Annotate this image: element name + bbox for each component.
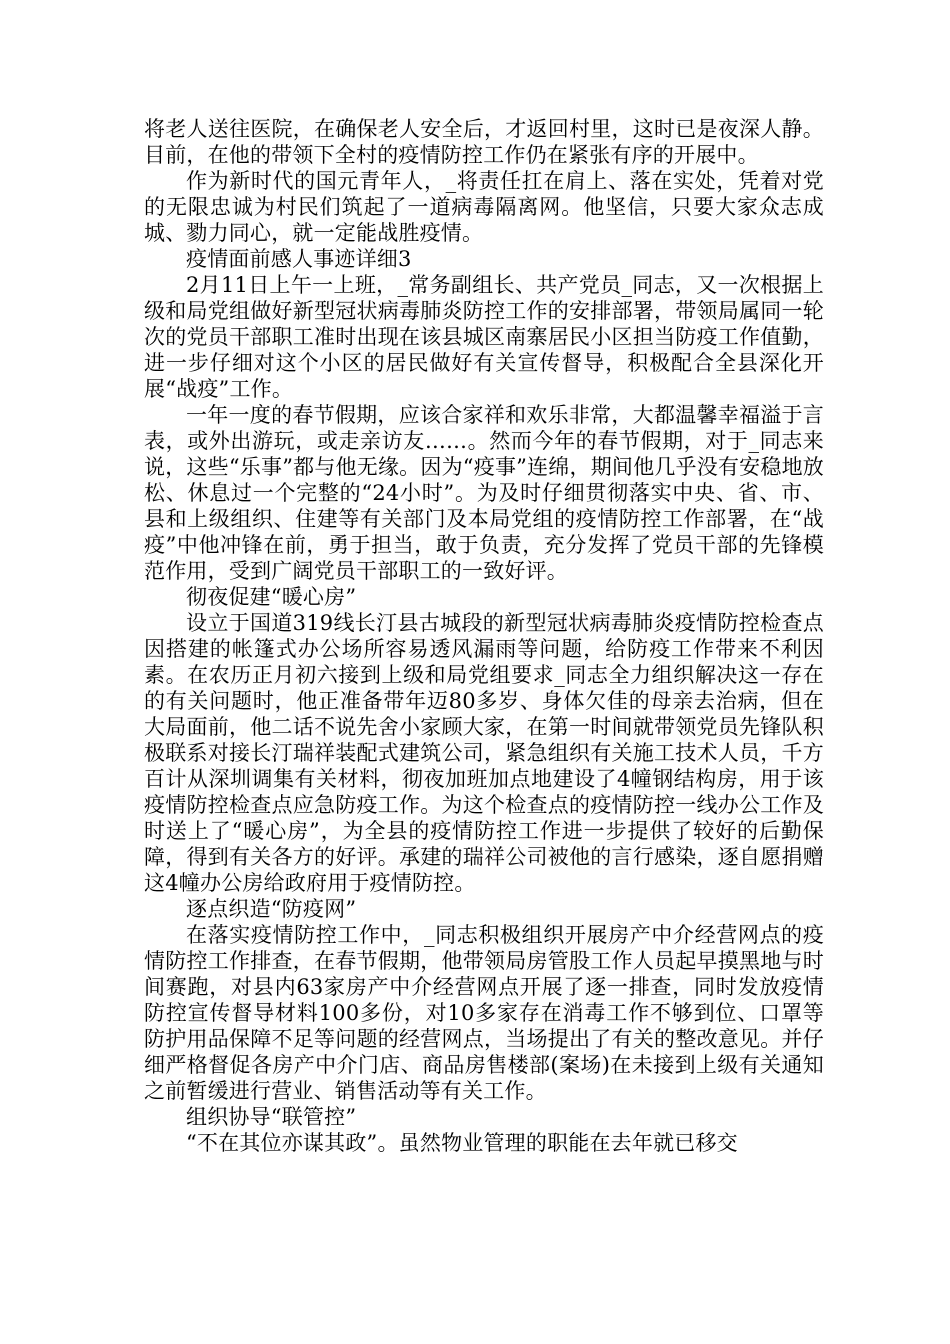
paragraph-5: 一年一度的春节假期，应该合家祥和欢乐非常，大都温馨幸福溢于言表，或外出游玩，或走亲访友……。然而今年的春节假期，对于_同志来说，这些“乐事”都与他无缘。因为“疫事”连绵，期间他几乎没有安稳地放松、休息过一个完整的“24小时”。为及时仔细贯彻落实中央、省、市、县和上级组织、住建等有关部门及本局党组的疫情防控工作部署，在“战疫”中他冲锋在前，勇于担当，敢于负责，充分发挥了党员干部的先锋模范作用，受到广阔党员干部职工的一致好评。 — [144, 403, 824, 583]
paragraph-9: 在落实疫情防控工作中，_同志积极组织开展房产中介经营网点的疫情防控工作排查，在春节假期，他带领局房管股工作人员起早摸黑地与时间赛跑，对县内63家房产中介经营网点开展了逐一排查，同时发放疫情防控宣传督导材料100多份，对10多家存在消毒工作不够到位、口罩等防护用品保障不足等问题的经营网点，当场提出了有关的整改意见。并仔细严格督促各房产中介门店、商品房售楼部(案场)在未接到上级有关通知之前暂缓进行营业、销售活动等有关工作。 — [144, 923, 824, 1103]
paragraph-4: 2月11日上午一上班，_常务副组长、共产党员_同志，又一次根据上级和局党组做好新型冠状病毒肺炎防控工作的安排部署，带领局属同一轮次的党员干部职工准时出现在该县城区南寨居民小区担当防疫工作值勤，进一步仔细对这个小区的居民做好有关宣传督导，积极配合全县深化开展“战疫”工作。 — [144, 273, 824, 401]
paragraph-1: 将老人送往医院，在确保老人安全后，才返回村里，这时已是夜深人静。目前，在他的带领下全村的疫情防控工作仍在紧张有序的开展中。 — [144, 117, 824, 167]
paragraph-2: 作为新时代的国元青年人，_将责任扛在肩上、落在实处，凭着对党的无限忠诚为村民们筑起了一道病毒隔离网。他坚信，只要大家众志成城、勠力同心，就一定能战胜疫情。 — [144, 169, 824, 245]
paragraph-11: “不在其位亦谋其政”。虽然物业管理的职能在去年就已移交 — [186, 1131, 738, 1155]
subheading-joint-control: 组织协导“联管控” — [186, 1105, 357, 1129]
subheading-prevention-net: 逐点织造“防疫网” — [186, 897, 357, 921]
paragraph-7: 设立于国道319线长汀县古城段的新型冠状病毒肺炎疫情防控检查点因搭建的帐篷式办公场所容易透风漏雨等问题，给防疫工作带来不利因素。在农历正月初六接到上级和局党组要求_同志全力组织解决这一存在的有关问题时，他正准备带年迈80多岁、身体欠佳的母亲去治病，但在大局面前，他二话不说先舍小家顾大家，在第一时间就带领党员先锋队积极联系对接长汀瑞祥装配式建筑公司，紧急组织有关施工技术人员，千方百计从深圳调集有关材料，彻夜加班加点地建设了4幢钢结构房，用于该疫情防控检查点应急防疫工作。为这个检查点的疫情防控一线办公工作及时送上了“暖心房”，为全县的疫情防控工作进一步提供了较好的后勤保障，得到有关各方的好评。承建的瑞祥公司被他的言行感染，逐自愿捐赠这4幢办公房给政府用于疫情防控。 — [144, 611, 824, 895]
section-heading-3: 疫情面前感人事迹详细3 — [186, 247, 412, 271]
subheading-warm-house: 彻夜促建“暖心房” — [186, 585, 357, 609]
document-page — [144, 116, 824, 1156]
